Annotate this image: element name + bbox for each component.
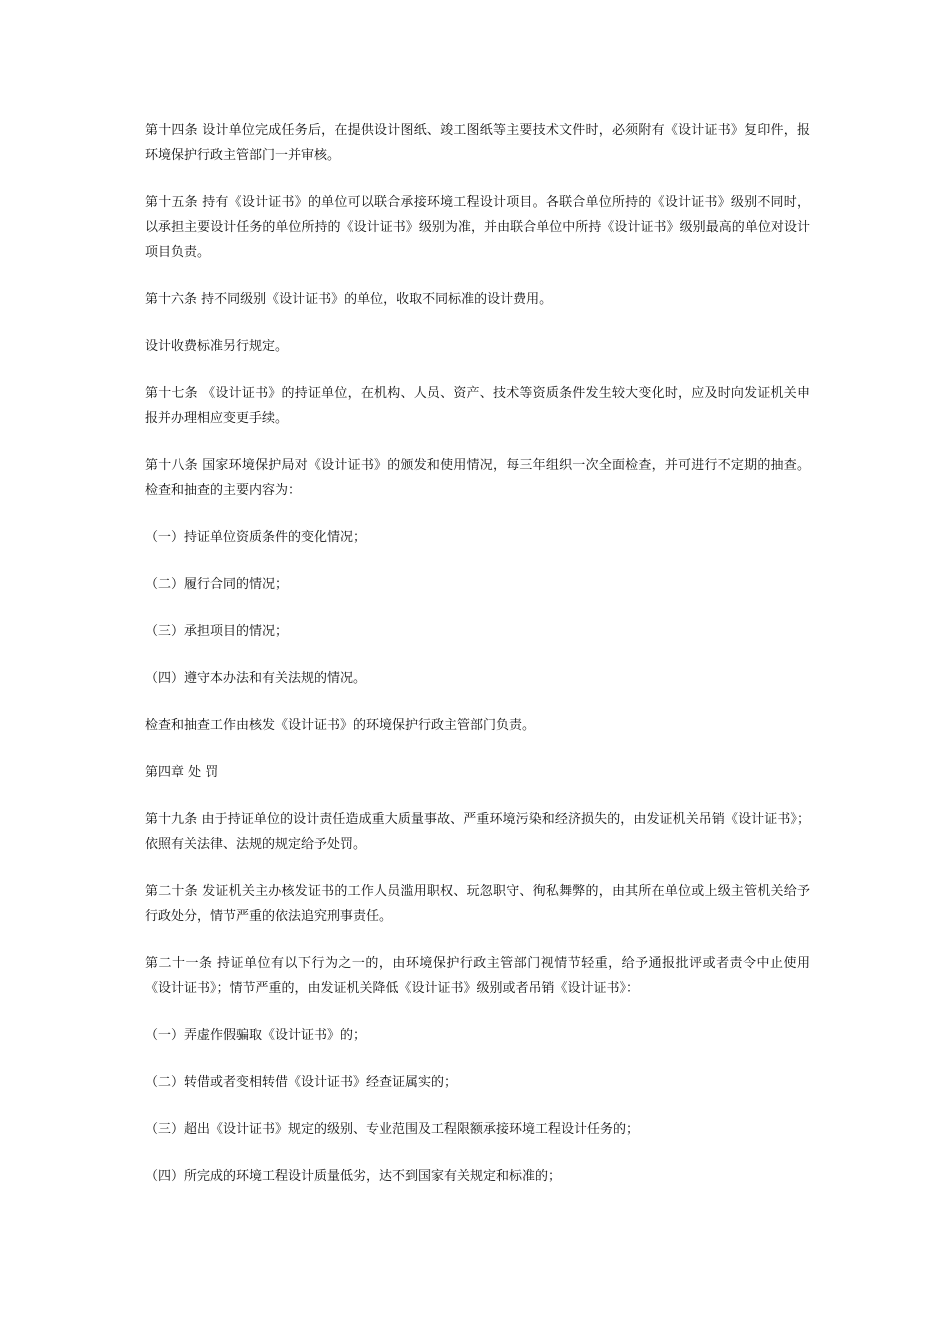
article-18: 第十八条 国家环境保护局对《设计证书》的颁发和使用情况，每三年组织一次全面检查，并可进行不定期的抽查。检查和抽查的主要内容为： — [145, 458, 810, 498]
article-18-item-4: （四）遵守本办法和有关法规的情况。 — [145, 671, 367, 686]
article-21-item-1: （一）弄虚作假骗取《设计证书》的； — [145, 1028, 367, 1043]
article-19: 第十九条 由于持证单位的设计责任造成重大质量事故、严重环境污染和经济损失的，由发证机关吊销《设计证书》；依照有关法律、法规的规定给予处罚。 — [145, 812, 810, 852]
article-14: 第十四条 设计单位完成任务后，在提供设计图纸、竣工图纸等主要技术文件时，必须附有《设计证书》复印件，报环境保护行政主管部门一并审核。 — [145, 123, 810, 163]
article-18-item-1: （一）持证单位资质条件的变化情况； — [145, 530, 367, 545]
article-18-item-2: （二）履行合同的情况； — [145, 577, 289, 592]
article-21-item-2: （二）转借或者变相转借《设计证书》经查证属实的； — [145, 1075, 458, 1090]
article-21-item-3: （三）超出《设计证书》规定的级别、专业范围及工程限额承接环境工程设计任务的； — [145, 1122, 640, 1137]
article-15: 第十五条 持有《设计证书》的单位可以联合承接环境工程设计项目。各联合单位所持的《设计证书》级别不同时，以承担主要设计任务的单位所持的《设计证书》级别为准，并由联合单位中所持《设计证书》级别最高的单位对设计项目负责。 — [145, 195, 810, 260]
article-18-note: 检查和抽查工作由核发《设计证书》的环境保护行政主管部门负责。 — [145, 718, 536, 733]
article-21-item-4: （四）所完成的环境工程设计质量低劣，达不到国家有关规定和标准的； — [145, 1169, 562, 1184]
article-16: 第十六条 持不同级别《设计证书》的单位，收取不同标准的设计费用。 — [145, 292, 553, 307]
article-18-item-3: （三）承担项目的情况； — [145, 624, 289, 639]
article-16-note: 设计收费标准另行规定。 — [145, 339, 289, 354]
article-21: 第二十一条 持证单位有以下行为之一的，由环境保护行政主管部门视情节轻重，给予通报批评或者责令中止使用《设计证书》；情节严重的，由发证机关降低《设计证书》级别或者吊销《设计证书》： — [145, 956, 810, 996]
article-17: 第十七条 《设计证书》的持证单位，在机构、人员、资产、技术等资质条件发生较大变化时，应及时向发证机关申报并办理相应变更手续。 — [145, 386, 810, 426]
document-body — [145, 118, 810, 1211]
chapter-4-heading: 第四章 处 罚 — [145, 765, 219, 780]
article-20: 第二十条 发证机关主办核发证书的工作人员滥用职权、玩忽职守、徇私舞弊的，由其所在单位或上级主管机关给予行政处分，情节严重的依法追究刑事责任。 — [145, 884, 810, 924]
